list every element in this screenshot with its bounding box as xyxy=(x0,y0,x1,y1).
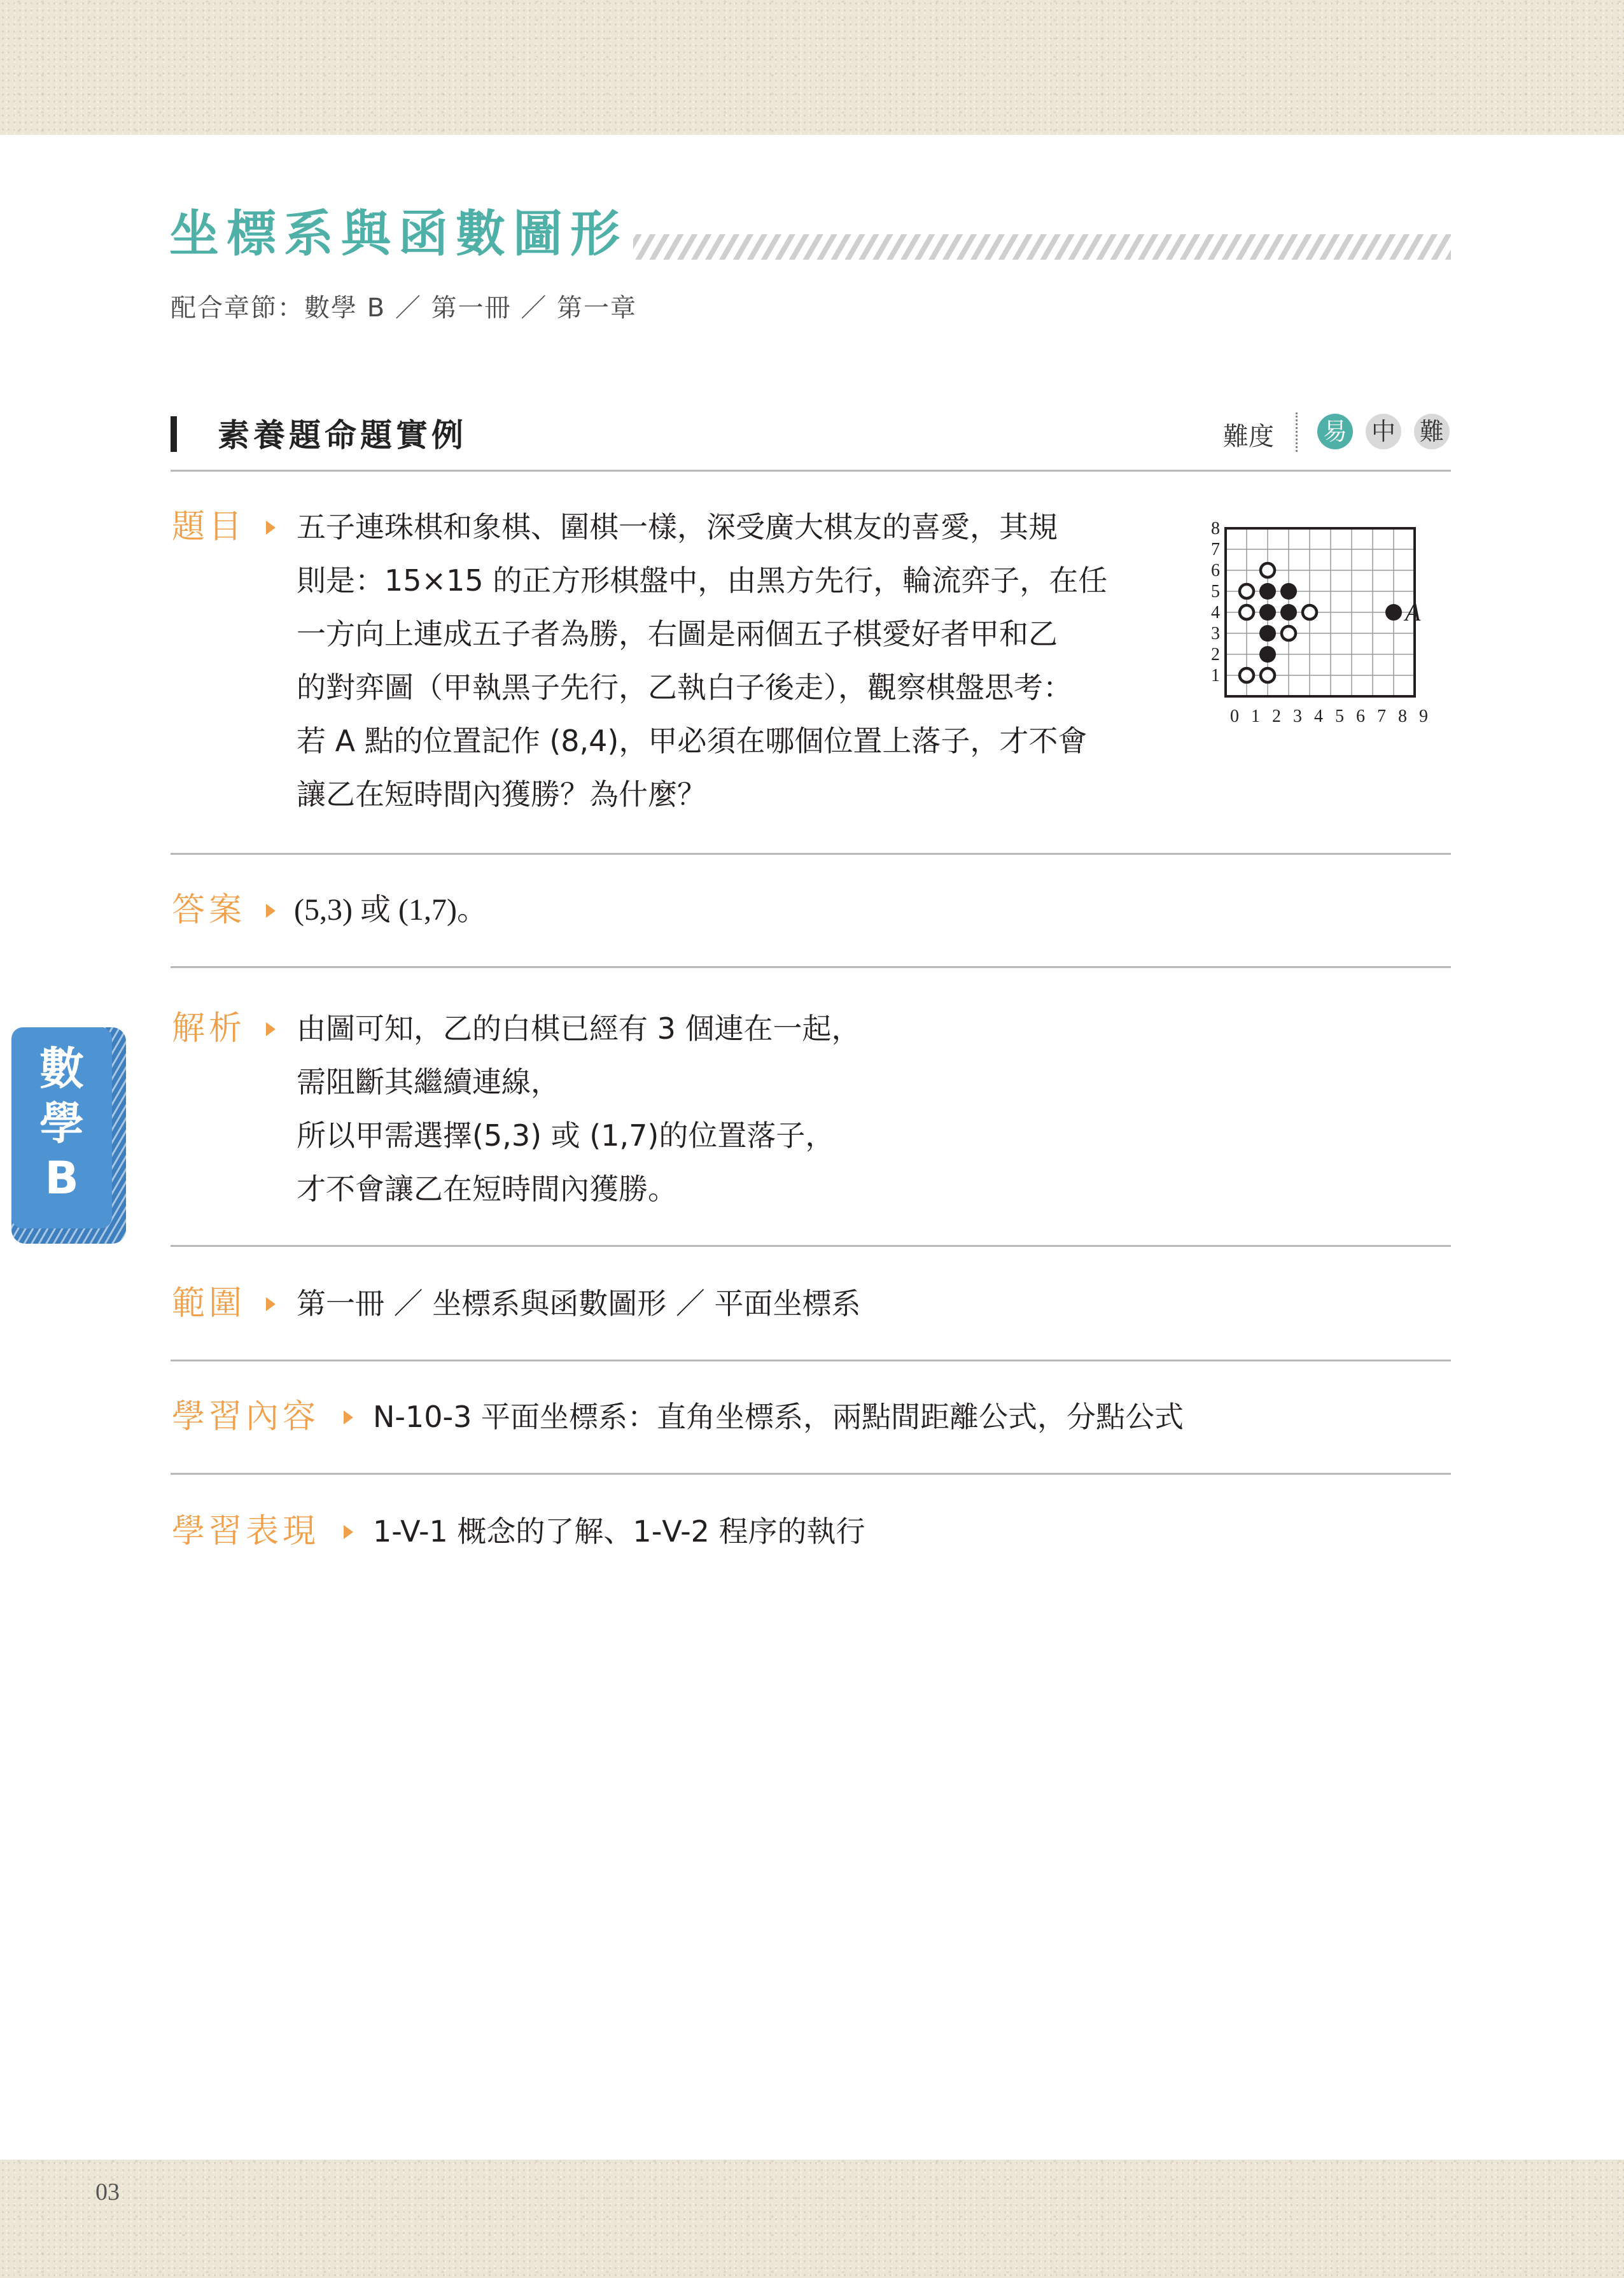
side-tab-char: 學 xyxy=(39,1097,84,1150)
problem-label: 題目 xyxy=(172,508,246,546)
white-stone xyxy=(1261,668,1275,682)
black-stone xyxy=(1259,646,1276,663)
black-stone xyxy=(1280,604,1297,621)
black-stone xyxy=(1385,604,1402,621)
white-stone xyxy=(1240,605,1254,619)
y-tick-label: 2 xyxy=(1211,645,1220,664)
learning-performance-label: 學習表現 xyxy=(172,1512,320,1550)
analysis-text xyxy=(297,1002,861,1216)
page-number: 03 xyxy=(95,2179,120,2205)
answer-label: 答案 xyxy=(172,891,246,929)
black-stone xyxy=(1280,583,1297,600)
x-tick-label: 0 xyxy=(1230,707,1239,726)
y-tick-label: 4 xyxy=(1211,603,1220,622)
divider xyxy=(171,1360,1451,1361)
white-stone xyxy=(1240,668,1254,682)
problem-arrow-icon xyxy=(266,521,276,535)
side-tab-char: B xyxy=(45,1152,79,1204)
difficulty-hard-badge: 難 xyxy=(1414,414,1450,449)
learning-performance-arrow-icon xyxy=(344,1525,353,1539)
x-tick-label: 5 xyxy=(1335,707,1344,726)
white-stone xyxy=(1303,605,1317,619)
board-y-labels xyxy=(1211,519,1220,686)
section-marker xyxy=(171,416,177,452)
x-tick-label: 8 xyxy=(1398,707,1407,726)
black-stone xyxy=(1259,583,1276,600)
problem-line: 則是：15×15 的正方形棋盤中，由黑方先行，輪流弈子，在任 xyxy=(297,563,1108,598)
side-tab-char: 數 xyxy=(39,1043,84,1095)
y-tick-label: 8 xyxy=(1211,519,1220,538)
difficulty-easy-badge: 易 xyxy=(1317,414,1353,449)
problem-text xyxy=(297,500,1187,821)
learning-content-label: 學習內容 xyxy=(172,1398,320,1436)
divider xyxy=(171,1473,1451,1475)
scope-arrow-icon xyxy=(266,1297,276,1311)
y-tick-label: 7 xyxy=(1211,540,1220,559)
point-a-label: A xyxy=(1405,598,1421,626)
side-tab-label xyxy=(11,1041,112,1206)
x-tick-label: 9 xyxy=(1419,707,1428,726)
analysis-line: 由圖可知，乙的白棋已經有 3 個連在一起， xyxy=(297,1011,861,1046)
subject-side-tab xyxy=(11,1027,126,1244)
scope-label: 範圍 xyxy=(172,1284,246,1323)
y-tick-label: 3 xyxy=(1211,624,1220,643)
difficulty-label: 難度 xyxy=(1223,422,1274,451)
black-stone xyxy=(1259,625,1276,642)
page-title: 坐標系與函數圖形 xyxy=(169,206,628,263)
white-stone xyxy=(1240,584,1254,598)
problem-line: 的對弈圖（甲執黑子先行，乙執白子後走），觀察棋盤思考： xyxy=(297,670,1072,705)
y-tick-label: 1 xyxy=(1211,666,1220,686)
divider xyxy=(171,853,1451,855)
x-tick-label: 4 xyxy=(1314,707,1323,726)
analysis-line: 才不會讓乙在短時間內獲勝。 xyxy=(297,1172,677,1206)
x-tick-label: 2 xyxy=(1272,707,1281,726)
gomoku-board-figure xyxy=(1209,509,1464,732)
learning-content-arrow-icon xyxy=(344,1410,353,1424)
x-tick-label: 7 xyxy=(1377,707,1386,726)
board-x-labels xyxy=(1230,707,1428,726)
divider xyxy=(171,966,1451,968)
board-stones xyxy=(1240,563,1402,682)
learning-performance-text: 1-V-1 概念的了解、1-V-2 程序的執行 xyxy=(373,1514,865,1549)
chapter-reference: 配合章節：數學 B ／ 第一冊 ／ 第一章 xyxy=(171,293,638,323)
paper-header-band xyxy=(0,0,1624,135)
paper-footer-band xyxy=(0,2160,1624,2278)
problem-line: 一方向上連成五子者為勝，右圖是兩個五子棋愛好者甲和乙 xyxy=(297,617,1058,651)
x-tick-label: 3 xyxy=(1293,707,1302,726)
scope-text: 第一冊 ／ 坐標系與函數圖形 ／ 平面坐標系 xyxy=(297,1286,861,1321)
title-decoration-stripes xyxy=(633,234,1451,260)
black-stone xyxy=(1259,604,1276,621)
learning-content-text: N-10-3 平面坐標系：直角坐標系，兩點間距離公式，分點公式 xyxy=(373,1400,1184,1434)
analysis-line: 所以甲需選擇(5,3) 或 (1,7)的位置落子， xyxy=(297,1118,835,1153)
answer-text: (5,3) 或 (1,7)。 xyxy=(294,893,487,927)
x-tick-label: 1 xyxy=(1251,707,1260,726)
answer-arrow-icon xyxy=(266,904,276,918)
divider xyxy=(171,470,1451,472)
side-tab-face xyxy=(11,1027,112,1228)
problem-line: 五子連珠棋和象棋、圍棋一樣，深受廣大棋友的喜愛，其規 xyxy=(297,510,1058,544)
difficulty-separator xyxy=(1296,412,1298,452)
divider xyxy=(171,1245,1451,1247)
x-tick-label: 6 xyxy=(1356,707,1365,726)
white-stone xyxy=(1282,626,1296,640)
difficulty-medium-badge: 中 xyxy=(1366,414,1401,449)
analysis-line: 需阻斷其繼續連線， xyxy=(297,1065,560,1099)
problem-line: 若 A 點的位置記作 (8,4)，甲必須在哪個位置上落子，才不會 xyxy=(297,724,1088,758)
analysis-label: 解析 xyxy=(172,1009,246,1048)
problem-line: 讓乙在短時間內獲勝？為什麼？ xyxy=(297,777,706,812)
analysis-arrow-icon xyxy=(266,1022,276,1036)
white-stone xyxy=(1261,563,1275,577)
y-tick-label: 6 xyxy=(1211,561,1220,580)
section-heading: 素養題命題實例 xyxy=(218,417,467,454)
y-tick-label: 5 xyxy=(1211,582,1220,601)
